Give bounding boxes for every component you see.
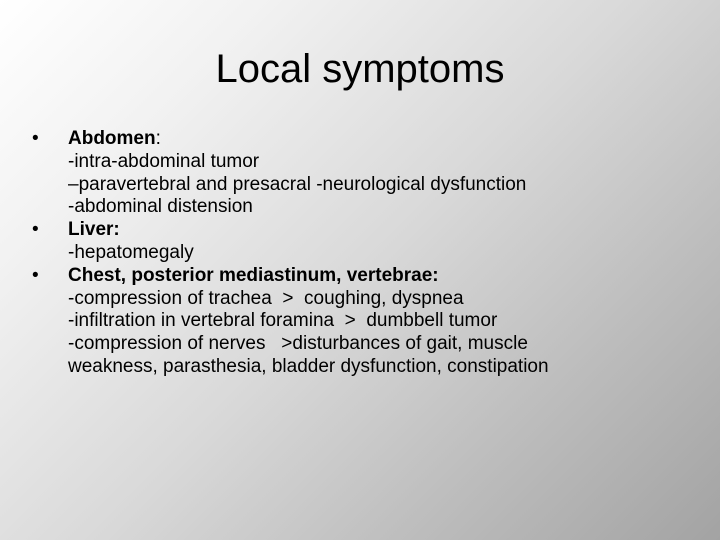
bullet-heading-abdomen: Abdomen — [68, 128, 156, 149]
bullet-line: -compression of nerves >disturbances of gait, muscle — [68, 333, 528, 355]
bullet-item-abdomen — [32, 128, 712, 219]
bullet-heading-chest: Chest, posterior mediastinum, vertebrae: — [68, 264, 439, 286]
bullet-line: –paravertebral and presacral -neurological dysfunction — [68, 173, 527, 195]
bullet-line: -compression of trachea > coughing, dyspnea — [68, 287, 464, 309]
bullet-item-liver — [32, 219, 712, 265]
bullet-line: -intra-abdominal tumor — [68, 150, 260, 172]
bullet-line: weakness, parasthesia, bladder dysfunction, constipation — [68, 355, 549, 377]
bullet-line: -abdominal distension — [68, 196, 253, 218]
bullet-line: -hepatomegaly — [68, 241, 194, 263]
slide-body — [32, 128, 712, 379]
bullet-dot-icon: • — [32, 219, 39, 241]
bullet-dot-icon: • — [32, 128, 39, 149]
bullet-dot-icon: • — [32, 264, 39, 286]
bullet-item-chest — [32, 265, 712, 379]
bullet-heading-liver: Liver: — [68, 219, 120, 241]
slide-title: Local symptoms — [215, 47, 505, 91]
bullet-heading-colon: : — [155, 128, 161, 149]
bullet-line: -infiltration in vertebral foramina > dumbbell tumor — [68, 310, 498, 332]
